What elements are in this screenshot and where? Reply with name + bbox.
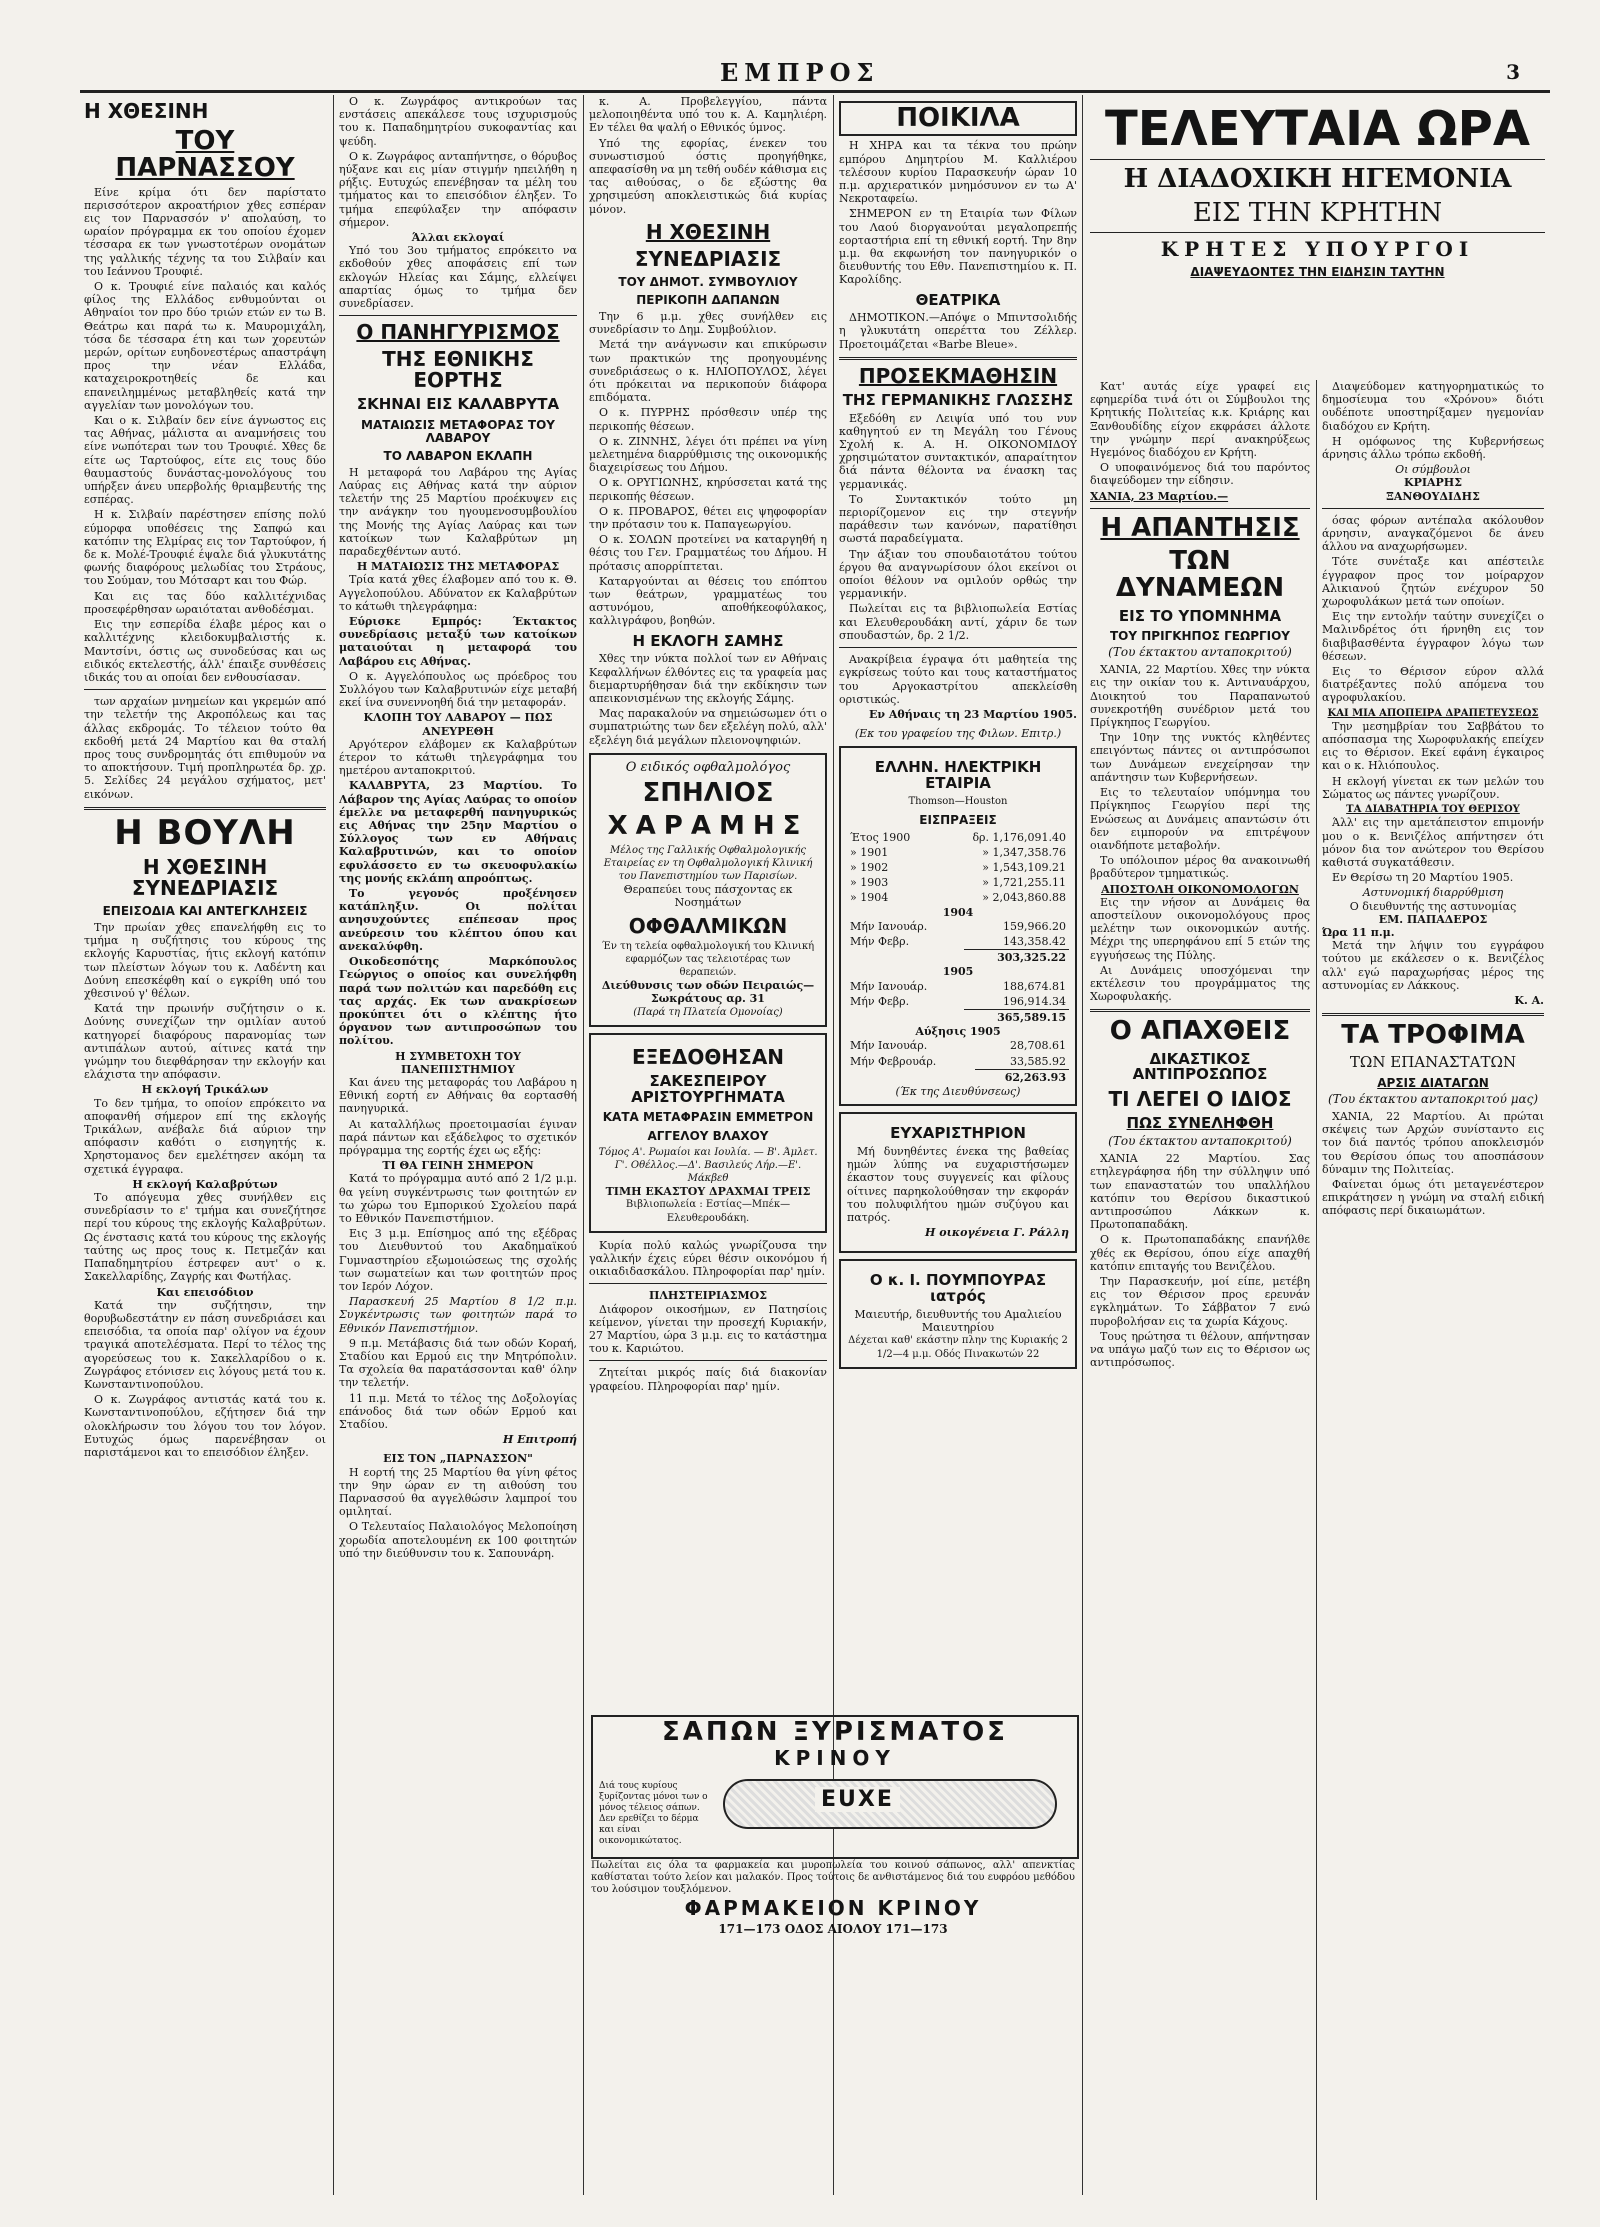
year-heading: 1904	[942, 905, 974, 919]
section-headline: ΘΕΑΤΡΙΚΑ	[915, 290, 1001, 309]
article-paragraph: Κατά την συζήτησιν, την θορυβωδεστάτην εν πάση συνεδριάσει και επεισόδια, τα οποία παρ' ολίγον να έχουν τραγικά αποτελέσματα. Περί το τέλος της αγορεύσεως του κ. Σακελλαρίδου ο κ. Ζωγράφος ετόνισεν εις λόγους μετά του κ. Κωνσταντινοπούλου.	[84, 1298, 326, 1391]
column-divider	[1082, 95, 1083, 2195]
signature: Η οικογένεια Γ. Ράλλη	[925, 1226, 1069, 1240]
ad-line: Μέλος της Γαλλικής Οφθαλμολογικής Εταιρείας εν τη Οφθαλμολογική Κλινική του Πανεπιστημίου των Παρισίων.	[603, 844, 813, 883]
article-paragraph: Ο κ. ΠΥΡΡΗΣ πρόσθεσιν υπέρ της περικοπής θέσεων.	[589, 406, 827, 433]
newspaper-title: ΕΜΠΡΟΣ	[720, 58, 880, 87]
dateline: ΧΑΝΙΑ, 23 Μαρτίου.—	[1090, 489, 1229, 503]
table-cell-amount: » 2,043,860.88	[982, 891, 1066, 905]
top-rule	[80, 90, 1550, 93]
article-paragraph: Την άξιαν του σπουδαιοτάτου τούτου έργου θα αναγνωρίσουν όλοι εκείνοι οι οποίοι θέλουν να ομιλούν ορθώς την γερμανικήν.	[839, 547, 1077, 601]
subheading: Η εκλογή Τρικάλων	[141, 1083, 269, 1097]
article-paragraph: Η ΧΗΡΑ και τα τέκνα του πρώην εμπόρου Δημητρίου Μ. Καλλιέρου τελέσουν κυρίου Παρασκευήν ώραν 10 π.μ. αρχιερατικόν μνημόσυνον εν τω Α' Νεκροταφείω.	[839, 139, 1077, 206]
ad-line: ΕΥΧΑΡΙΣΤΗΡΙΟΝ	[890, 1124, 1026, 1143]
table-row	[847, 950, 1069, 966]
table-cell-amount: 303,325.22	[964, 950, 1069, 966]
signature: ΕΜ. ΠΑΠΑΔΕΡΟΣ	[1378, 912, 1488, 926]
article-paragraph: Ο υποφαινόμενος διά του παρόντος διαψεύδομεν την είδησιν.	[1090, 461, 1310, 488]
table-cell-label	[847, 1010, 964, 1026]
table-cell-label: Έτος 1900	[850, 830, 911, 844]
source-note: (Έκ της Διευθύνσεως)	[895, 1085, 1021, 1099]
article-paragraph: Εις 3 μ.μ. Επίσημος από της εξέδρας του Διευθυντού του Ακαδημαϊκού Γυμναστηρίου εξωμοιώσεως της σχολής των σωματείων και των φοιτητών προς τον Ιερόν Λόχον.	[339, 1227, 577, 1293]
article-subheadline: ΠΕΡΙΚΟΠΗ ΔΑΠΑΝΩΝ	[636, 293, 780, 308]
advertisement-electric-company	[839, 746, 1077, 1106]
article-paragraph: Ανακρίβεια έγραψα ότι μαθητεία της εγκρίσεως τούτο και τους καταστήματος του Αργοκαστρίτου απεκλείσθη οριστικώς.	[839, 653, 1077, 706]
article-paragraph: Ο κ. Ζωγράφος αντικρούων τας ενστάσεις απεκάλεσε τους ισχυρισμούς του κ. Παπαδημητρίου συκοφαντίας και ψεύδη.	[339, 95, 577, 148]
notice-thanks	[839, 1112, 1077, 1253]
article-paragraph: όσας φόρων αντέπαλα ακόλουθον άρνησιν, αναγκαζόμενοι δε άνευ άλλου να αναχωρήσωμεν.	[1322, 513, 1544, 554]
receipts-table	[847, 1038, 1069, 1085]
article-paragraph: ΧΑΝΙΑ, 22 Μαρτίου. Αι πρώται σκέψεις των Αρχών συνίσταντο εις τον διά παντός τρόπου αποκλεισμόν του Θερίσου όπως του αποσπάσουν δύναμιν της Πολιτείας.	[1322, 1109, 1544, 1176]
article-paragraph: Την Παρασκευήν, μοί είπε, μετέβη εις τον Θέρισον προς ερευνάν εγκλημάτων. Το Σάββατον 7 ενώ πυροβολήσαν εις τα χωρία Κάχους.	[1090, 1274, 1310, 1328]
article-paragraph: Την 6 μ.μ. χθες συνήλθεν εις συνεδρίασιν το Δημ. Συμβούλιον.	[589, 310, 827, 337]
ad-line: Δέχεται καθ' εκάστην πλην της Κυριακής 2 1/2—4 μ.μ. Οδός Πινακωτών 22	[848, 1335, 1068, 1360]
ad-line: Έν τη τελεία οφθαλμολογική του Κλινική εφαρμόζων τας τελειοτέρας των θεραπειών.	[601, 940, 815, 979]
byline: (Του έκτακτου ανταποκριτού)	[1108, 1133, 1292, 1148]
table-row	[847, 875, 1069, 890]
table-row	[847, 830, 1069, 845]
article-paragraph: Την 10ην της νυκτός κληθέντες επειγόντως πάντες οι αντιπρόσωποι των Δυνάμεων ενεχείρησαν την απάντησιν των Κυβερνήσεων.	[1090, 731, 1310, 784]
subheading: ΤΑ ΔΙΑΒΑΤΗΡΙΑ ΤΟΥ ΘΕΡΙΣΟΥ	[1346, 804, 1520, 816]
article-paragraph: Εύρισκε Εμπρός: Έκτακτος συνεδρίασις μεταξύ των κατοίκων ματαιούται η μεταφορά του Λαβάρου εις Αθήνας.	[339, 615, 577, 668]
signature: Κ. Α.	[1514, 993, 1544, 1007]
column-divider	[333, 95, 334, 2195]
article-headline: Η ΧΘΕΣΙΝΗ	[645, 219, 771, 244]
masthead	[80, 58, 1540, 88]
article-paragraph: Διαψεύδομεν κατηγορηματικώς το δημοσίευμα του «Χρόνου» διότι ουδέποτε υποστηρίξαμεν ηγεμονίαν διαδόχου εν Κρήτη.	[1322, 380, 1544, 433]
subheading: ΑΠΟΣΤΟΛΗ ΟΙΚΟΝΟΜΟΛΟΓΩΝ	[1101, 882, 1299, 896]
table-row	[847, 1054, 1069, 1070]
table-cell-label: » 1901	[850, 845, 889, 859]
article-paragraph: Και εις τας δύο καλλιτέχνιδας προσεφέρθησαν ωραιόταται ανθοδέσμαι.	[84, 589, 326, 616]
subheading: ΕΙΣ ΤΟΝ „ΠΑΡΝΑΣΣΟΝ"	[383, 1452, 533, 1466]
article-paragraph: Την μεσημβρίαν του Σαββάτου το απόσπασμα της Χωροφυλακής επείχεν εις το Θέρισον. Εκεί εφάνη έγκαιρος και ο κ. Ηλιόπουλος.	[1322, 719, 1544, 773]
divider	[1090, 1009, 1310, 1012]
table-cell-label: Μήν Φεβρ.	[850, 995, 910, 1009]
ad-line: Βιβλιοπωλεία : Εστίας—Μπέκ—Ελευθερουδάκη.	[625, 1199, 791, 1224]
article-paragraph: Η εορτή της 25 Μαρτίου θα γίνη φέτος την 9ην ώραν εν τη αιθούση του Παρνασσού θα αγγελθώσιν λαμπροί του ομιληταί.	[339, 1465, 577, 1519]
divider	[84, 689, 326, 690]
table-cell-amount: » 1,347,358.76	[982, 845, 1066, 859]
table-row	[847, 845, 1069, 860]
article-headline: ΔΙΚΑΣΤΙΚΟΣ ΑΝΤΙΠΡΟΣΩΠΟΣ	[1132, 1049, 1268, 1084]
article-paragraph: 11 π.μ. Μετά το τέλος της Δοξολογίας επάνοδος διά των οδών Ερμού και Σταδίου.	[339, 1391, 577, 1431]
ad-line: ΤΙΜΗ ΕΚΑΣΤΟΥ ΔΡΑΧΜΑΙ ΤΡΕΙΣ	[605, 1185, 811, 1199]
divider	[339, 315, 577, 316]
ad-line: Ο ειδικός οφθαλμολόγος	[625, 759, 791, 775]
ad-footer: ΦΑΡΜΑΚΕΙΟΝ ΚΡΙΝΟΥ	[684, 1896, 982, 1920]
column-5-left	[1090, 380, 1310, 2200]
table-cell-amount: 159,966.20	[1003, 919, 1066, 933]
article-paragraph: Το γεγονός προξένησεν κατάπληξιν. Οι πολίται ανησυχούντες επέπεσαν προς ανεύρεσιν του κλέπτου όπου και ανεκαλύφθη.	[339, 887, 577, 953]
advertisement-shakespeare	[589, 1033, 827, 1233]
ad-line: ΑΓΓΕΛΟΥ ΒΛΑΧΟΥ	[647, 1128, 769, 1143]
article-paragraph: Ο κ. ΣΟΛΩΝ προτείνει να καταργηθή η θέσις του Γεν. Γραμματέως του Δήμου. Η πρότασις απορρίπτεται.	[589, 533, 827, 573]
table-row	[847, 994, 1069, 1010]
article-paragraph: Ο κ. Ζωγράφος ανταπήντησε, ο θόρυβος ηύξανε και εις μίαν στιγμήν ηπειλήθη η ρήξις. Ευτυχώς επενέβησαν τα μέλη του τμήματος και το επεισόδιον έληξεν. Το τμήμα επεφύλαξεν την απόφασιν σήμερον.	[339, 149, 577, 229]
article-headline: ΠΡΟΣΕΚΜΑΘΗΣΙΝ	[858, 363, 1058, 388]
ad-line: ΚΑΤΑ ΜΕΤΑΦΡΑΣΙΝ ΕΜΜΕΤΡΟΝ	[602, 1110, 814, 1125]
divider	[1322, 508, 1544, 509]
article-headline: Ο ΠΑΝΗΓΥΡΙΣΜΟΣ	[356, 320, 560, 345]
column-4	[839, 95, 1077, 1745]
subheading: ΚΑΙ ΜΙΑ ΑΠΟΠΕΙΡΑ ΔΡΑΠΕΤΕΥΣΕΩΣ	[1327, 707, 1539, 719]
article-headline: ΤΩΝ ΔΥΝΑΜΕΩΝ	[1115, 546, 1285, 604]
ad-line: (Παρά τη Πλατεία Ομονοίας)	[633, 1006, 783, 1018]
section-headline: ΤΕΛΕΥΤΑΙΑ ΩΡΑ	[1105, 101, 1530, 157]
table-cell-label: Μήν Ιανουάρ.	[850, 1039, 928, 1053]
article-paragraph: Οικοδεσπότης Μαρκόπουλος Γεώργιος ο οποίος και συνελήφθη παρά των πολιτών και παρεδόθη εις τας αρχάς. Εκ των ανακρίσεων προκύπτει ότι ο κλέπτης ήτο όργανον των αντιπροσώπων του πολίτου.	[339, 955, 577, 1048]
article-paragraph: Μας παρακαλούν να σημειώσωμεν ότι ο συμπατριώτης των δεν εξελέγη πολύ, αλλ' εξελέγη διά μεγάλων πλειονοψηφιών.	[589, 707, 827, 747]
article-paragraph: Τρία κατά χθες έλαβομεν από του κ. Θ. Αγγελοπούλου. Αδύνατον εκ Καλαβρύτων το κάτωθι τηλεγράφημα:	[339, 573, 577, 613]
article-paragraph: Εις το τελευταίον υπόμνημα του Πρίγκηπος Γεωργίου περί της Ενώσεως αι Δυνάμεις απαντώσιν ότι δεν ειμπορούν να επιτρέψουν οιανδήποτε μεταβολήν.	[1090, 786, 1310, 852]
table-row	[847, 860, 1069, 875]
column-divider	[583, 95, 584, 2195]
column-2	[339, 95, 577, 2200]
table-row	[847, 1038, 1069, 1053]
byline: (Του έκτακτου ανταποκριτού)	[1108, 645, 1292, 660]
article-paragraph: Την πρωίαν χθες επανελήφθη εις το τμήμα η συζήτησις του κύρους της εκλογής Καρυστίας, ήτις εκλογή κατόπιν των πλείστων λόγων του κ. Λαδέντη και Δούνη επεσκέφθη καί ο εγκρίθη υπό του χθεσινού γ' θέλων.	[84, 921, 326, 1001]
article-paragraph: Ο κ. ΟΡΥΓΙΩΝΗΣ, κηρύσσεται κατά της περικοπής θέσεων.	[589, 476, 827, 503]
section-headline: Η ΒΟΥΛΗ	[114, 812, 296, 853]
article-paragraph: Η κ. Σιλβαίν παρέστησεν επίσης πολύ εύμορφα υποθέσεις της Σαπφώ και κατόπιν της Ελμίρας εις τον Ταρτούφον, ή δε κ. Μολέ-Τρουφιέ έψαλε διά γλυκυτάτης φωνής διαφόρους μελωδίας του Στράους, του Σούμαν, του Μότσαρτ και του Φώρ.	[84, 508, 326, 588]
advertisement-ophthalmologist	[589, 753, 827, 1027]
article-paragraph: Εν Θερίσω τη 20 Μαρτίου 1905.	[1332, 871, 1514, 885]
ad-line: ΕΙΣΠΡΑΞΕΙΣ	[919, 813, 997, 828]
article-subheadline: ΜΑΤΑΙΩΣΙΣ ΜΕΤΑΦΟΡΑΣ ΤΟΥ ΛΑΒΑΡΟΥ	[361, 418, 555, 445]
ad-title: ΣΑΠΩΝ ΞΥΡΙΣΜΑΤΟΣ	[662, 1717, 1008, 1747]
table-cell-amount: 143,358.42	[1003, 935, 1066, 949]
article-headline: Η ΧΘΕΣΙΝΗ	[84, 99, 209, 123]
article-paragraph: Και άνευ της μεταφοράς του Λαβάρου η Εθνική εορτή εν Αθήναις θα εορτασθή πανηγυρικά.	[339, 1075, 577, 1116]
ad-line: Θεραπεύει τους πάσχοντας εκ Νοσημάτων	[623, 883, 793, 910]
receipts-table	[847, 830, 1069, 906]
article-paragraph: Αι καταλλήλως προετοιμασίαι έγιναν παρά πάντων και εξάδελφος το σχετικόν πρόγραμμα της εορτής έχει ως εξής:	[339, 1117, 577, 1157]
article-paragraph: Τους ηρώτησα τι θέλουν, απήντησαν να υπάγω μαζύ των εις το Θέρισον ως αντιπρόσωπος.	[1090, 1329, 1310, 1370]
ad-footer: 171—173 ΟΔΟΣ ΑΙΟΛΟΥ 171—173	[718, 1922, 948, 1936]
page-number: 3	[1506, 60, 1520, 84]
column-1	[84, 95, 326, 2200]
article-paragraph: Φαίνεται όμως ότι μεταγενέστερον επικράτησεν η γνώμη να σταλή ειδική απόφασις περί δικαιωμάτων.	[1322, 1178, 1544, 1218]
article-paragraph: Υπό της εφορίας, ένεκεν του συνωστισμού όστις προηγήθηκε, απεφασίσθη να μη τεθή ουδέν κάθισμα εις τας αιθούσας, ο δε εξώστης θα χρησιμεύση αποκλειστικώς διά κυρίας μόνον.	[589, 136, 827, 216]
article-paragraph: Τότε συνέταξε και απέστειλε έγγραφον προς τον μοίραρχον Αλικιανού ζητών ενέχυρον 50 χωροφυλάκων μετά των οποίων.	[1322, 555, 1544, 609]
article-subheadline: ΔΙΑΨΕΥΔΟΝΤΕΣ ΤΗΝ ΕΙΔΗΣΙΝ ΤΑΥΤΗΝ	[1190, 264, 1445, 279]
article-headline: Η ΑΠΑΝΤΗΣΙΣ	[1100, 512, 1300, 543]
article-paragraph: Το υπόλοιπον μέρος θα ανακοινωθή βραδύτερον τμηματικώς.	[1090, 854, 1310, 881]
article-headline: Η ΕΚΛΟΓΗ ΣΑΜΗΣ	[632, 631, 784, 650]
article-paragraph: ΚΑΛΑΒΡΥΤΑ, 23 Μαρτίου. Το Λάβαρον της Αγίας Λαύρας το οποίον έμελλε να μεταφερθή πανηγυρικώς εις Αθήνας την 25ην Μαρτίου ο Σύλλογος των εν Αθήναις Καλαβρυτινών, και το οποίον εφυλάσσετο εν τω σκευοφυλακίω της μονής εκλάπη απροόπτως.	[339, 779, 577, 885]
article-paragraph: Κατά την πρωινήν συζήτησιν ο κ. Δούνης συνεχίζων την ομιλίαν αυτού κατηγορεί διαφόρους παρανομίας των αντιπάλων αυτού, αίτινες κατά την γνώμην του διεφθάρησαν την εκλογήν και ελάχιστα την απόφασιν.	[84, 1002, 326, 1082]
article-paragraph: Ο κ. ΖΙΝΝΗΣ, λέγει ότι πρέπει να γίνη μελετημένα διαρρύθμισις της οικονομικής διαχειρίσεως του Δήμου.	[589, 434, 827, 475]
receipts-table	[847, 919, 1069, 966]
article-subheadline: ΑΡΣΙΣ ΔΙΑΤΑΓΩΝ	[1377, 1076, 1489, 1091]
article-paragraph: Ο κ. Πρωτοπαπαδάκης επανήλθε χθές εκ Θερίσου, όπου είχε απαχθή κατόπιν επιταγής του Βενιζέλου.	[1090, 1233, 1310, 1273]
signature: ΞΑΝΘΟΥΔΙΔΗΣ	[1386, 489, 1480, 503]
column-3	[589, 95, 827, 1745]
year-heading: 1905	[942, 965, 974, 979]
article-headline: ΤΩΝ ΕΠΑΝΑΣΤΑΤΩΝ	[1349, 1053, 1517, 1072]
article-paragraph: Πωλείται εις τα βιβλιοπωλεία Εστίας και Ελευθερουδάκη αντί, χάριν δε των σπουδαστών, δρ. 2 1/2.	[839, 602, 1077, 642]
byline: (Του έκτακτου ανταποκριτού μας)	[1327, 1091, 1539, 1106]
time-line: Ώρα 11 π.μ.	[1322, 925, 1395, 939]
table-cell-amount: 33,585.92	[1010, 1054, 1066, 1068]
table-cell-label: » 1904	[850, 891, 889, 905]
table-cell-label	[847, 1069, 975, 1085]
article-subheadline: ΤΟ ΛΑΒΑΡΟΝ ΕΚΛΑΠΗ	[383, 449, 533, 464]
table-cell-amount: 188,674.81	[1003, 979, 1066, 993]
article-paragraph: Κυρία πολύ καλώς γνωρίζουσα την γαλλικήν έχεις εύρει θέσιν οικονόμου ή οικιαδιδασκάλου. Πληροφορίαι παρ' ημίν.	[589, 1238, 827, 1279]
article-paragraph: Υπό του 3ου τμήματος επρόκειτο να εκδοθούν χθες αποφάσεις επί των εκλογών Ηλείας και Σάμης, ελλείψει απαρτίας όμως το τμήμα δεν συνεδρίασεν.	[339, 244, 577, 311]
ad-text: Πωλείται εις όλα τα φαρμακεία και μυροπωλεία του κοινού σάπωνος, αλλ' απενκτίας καθίσταται τούτο λείον και μαλακόν. Προς τούτοις δε ανθιστάμενος διά του ευφρόου μεθόδου του λούσιμον τουξλόμενον.	[591, 1860, 1075, 1895]
article-paragraph: Η μεταφορά του Λαβάρου της Αγίας Λαύρας εις Αθήνας κατά την αύριον τελετήν της 25 Μαρτίου προέκυψεν εις την ανάγκην του ηγουμενοσυμβουλίου της Μονής της Αγίας Λαύρας και των κατοίκων των Καλαβρύτων μη παραδεχθέντων αυτό.	[339, 465, 577, 558]
article-paragraph: ΔΗΜΟΤΙΚΟΝ.—Απόψε ο Μπιντσολιδής η γλυκυτάτη οπερέττα του Ζέλλερ. Προετοιμάζεται «Barbe Bleue».	[839, 311, 1077, 351]
table-cell-amount: » 1,543,109.21	[982, 861, 1066, 875]
article-paragraph: Ο κ. Ζωγράφος αντιστάς κατά του κ. Κωνσταντινοπούλου, εζήτησεν διά την ολοκλήρωσιν του λόγου του τον λόγον. Ευτυχώς όμως παρενέβησαν οι παριστάμενοι και το επεισόδιον έληξεν.	[84, 1393, 326, 1459]
table-cell-amount: 62,263.93	[975, 1069, 1069, 1085]
article-headline: ΣΚΗΝΑΙ ΕΙΣ ΚΑΛΑΒΡΥΤΑ	[356, 395, 560, 414]
table-cell-amount: 28,708.61	[1010, 1039, 1066, 1053]
subheading: Και επεισόδιον	[156, 1285, 254, 1299]
article-paragraph: ΧΑΝΙΑ, 22 Μαρτίου. Χθες την νύκτα εις την οικίαν του κ. Αντιναυάρχου, Διοικητού του Παραπανωτού συνεκροτήθη συνέδριον μετά του Πρίγκηπος Γεωργίου.	[1090, 663, 1310, 730]
article-paragraph: Είνε κρίμα ότι δεν παρίστατο περισσότερον ακροατήριον χθες εσπέραν εις τον Παρνασσόν ν' απολαύση, το ωραίον πρόγραμμα εκ του οποίου έχομεν τέσσαρα εκ των γνωστοτέρων ονομάτων της γαλλικής τέχνης τα του Σιλβαίν και του Ιεάννου Τρουφιέ.	[84, 185, 326, 278]
table-cell-label: » 1902	[850, 861, 889, 875]
article-paragraph: Μετά την ανάγνωσιν και επικύρωσιν των πρακτικών της προηγουμένης συνεδριάσεως ο κ. ΗΛΙΟΠΟΥΛΟΣ, λέγει ότι πρόκειται να περικοπούν διάφορα επιδόματα.	[589, 338, 827, 405]
article-headline: ΕΙΣ ΤΗΝ ΚΡΗΤΗΝ	[1192, 197, 1443, 228]
table-cell-label: Μήν Φεβρ.	[850, 935, 910, 949]
article-paragraph: Εις την εσπερίδα έλαβε μέρος και ο καλλιτέχνης κλειδοκυμβαλιστής κ. Μαντσίνι, όστις ως συνοδεύσας και ως ειδικός εκτελεστής, άλλ' έπαιξε συνθέσεις ιδικάς του αι οποίαι δεν ενθουσίασαν.	[84, 618, 326, 684]
article-headline: ΚΡΗΤΕΣ ΥΠΟΥΡΓΟΙ	[1160, 236, 1475, 261]
article-paragraph: Καταργούνται αι θέσεις του επόπτου των θεάτρων, γραμματέως του αστυνόμου, αποθήκεοφύλακος, καλλιγράφου, βοηθών.	[589, 574, 827, 628]
article-paragraph: Το δεν τμήμα, το οποίον επρόκειτο να αποφανθή σήμερον επί της εκλογής Τρικάλων, ανέβαλε διά αύριον την απόφασιν καθότι ο εισηγητής κ. Χρηστομανος δεν εμελέτησεν ακόμη τα σχετικά έγγραφα.	[84, 1096, 326, 1176]
article-paragraph: Κατά το πρόγραμμα αυτό από 2 1/2 μ.μ. θα γείνη συγκέντρωσις των φοιτητών εν τω χώρω του Εμπορικού Σχολείου παρά το Εθνικόν Πανεπιστήμιον.	[339, 1172, 577, 1225]
table-cell-label: Μήν Ιανουάρ.	[850, 979, 928, 993]
article-paragraph: Μή δυνηθέντες ένεκα της βαθείας ημών λύπης να ευχαριστήσωμεν έκαστον τους συγγενείς και φίλους οίτινες παρηκολούθησαν την εκφοράν του πολυφιλήτου ημών συζύγου και πατρός.	[847, 1145, 1069, 1225]
divider	[84, 807, 326, 810]
divider	[839, 357, 1077, 360]
article-subheadline: ΤΟΥ ΔΗΜΟΤ. ΣΥΜΒΟΥΛΙΟΥ	[618, 274, 798, 289]
table-row	[847, 1069, 1069, 1085]
article-headline: ΠΩΣ ΣΥΝΕΛΗΦΘΗ	[1126, 1114, 1274, 1133]
article-paragraph: Εις το Θέρισον εύρον αλλά διατρέξαντες πολύ απόμενα του αγροφυλακίου.	[1322, 665, 1544, 705]
ad-line: Μαιευτήρ, διευθυντής του Αμαλιείου Μαιευτηρίου	[854, 1307, 1062, 1335]
article-paragraph: Εις την εντολήν ταύτην συνεχίζει ο Μαλινδρέτος ότι ήρνηθη εις τον διαβιβασθέντα έγγραφον λόγω των θέσεων.	[1322, 610, 1544, 663]
article-headline: ΣΥΝΕΔΡΙΑΣΙΣ	[634, 246, 782, 271]
column-5-right	[1322, 380, 1544, 2200]
section-headline: ΠΟΙΚΙΛΑ	[839, 101, 1077, 136]
article-paragraph: Ο κ. Τρουφιέ είνε παλαιός και καλός φίλος της Ελλάδος ενθυμούνται οι Αθηναίοι τον προ δύο τριών ετών εν τω Β. Θεάτρω και παρά τω κ. Μαυρομιχάλη, τόσα δε τέσσαρα έτη και των χορευτών μερών, ορίτων ευηδονεστέρως απαστράψη προς την νέαν Ελλάδα, καταχειροκροτηθείς δε και επανειλημμένως μεταβληθείς κατά την αγγελίαν των μονολόγων του.	[84, 280, 326, 412]
ad-text: Διά τους κυρίους ξυρίζοντας μόνοι των ο μόνος τέλειος σάπων. Δεν ερεθίζει το δέρμα και είναι οικονομικώτατος.	[599, 1781, 708, 1846]
signature: Η Επιτροπή	[502, 1433, 577, 1447]
article-paragraph: κ. Α. Προβελεγγίου, πάντα μελοποιηθέντα υπό του κ. Α. Καμηλιέρη. Εν τέλει θα ψαλή ο Εθνικός ύμνος.	[589, 95, 827, 135]
article-paragraph: Κατ' αυτάς είχε γραφεί εις εφημερίδα τινά ότι οι Σύμβουλοι της Κρητικής Πολιτείας κ.κ. Κριάρης και Ξανθουδίδης είχον εκφράσει άλλοτε την γνώμην περί ανακηρύξεως Ηγεμόνος διαδόχου εν Κρήτη.	[1090, 380, 1310, 460]
divider	[1322, 1013, 1544, 1016]
article-paragraph: Ζητείται μικρός παίς διά διακονίαν γραφείου. Πληροφορίαι παρ' ημίν.	[589, 1366, 827, 1393]
article-headline: Ο ΑΠΑΧΘΕΙΣ	[1109, 1016, 1291, 1047]
divider	[589, 1360, 827, 1361]
article-paragraph: Ο Τελευταίος Παλαιολόγος Μελοποίηση χορωδία αποτελουμένη εκ 100 φοιτητών υπό την διεύθυνσιν του κ. Σαπουνάρη.	[339, 1520, 577, 1560]
source-note: (Εκ του γραφείου της Φιλων. Επιτρ.)	[854, 727, 1062, 741]
divider	[1090, 159, 1545, 160]
ad-line: Τόμος Α'. Ρωμαίοι και Ιουλία. — Β'. Άμλετ. Γ'. Οθέλλος.—Δ'. Βασιλεύς Λήρ.—Ε'. Μάκβεθ	[598, 1146, 818, 1184]
article-paragraph: Παρασκευή 25 Μαρτίου 8 1/2 π.μ. Συγκέντρωσις των φοιτητών παρά το Εθνικόν Πανεπιστήμιον.	[339, 1295, 577, 1335]
article-paragraph: Ο κ. Αγγελόπουλος ως πρόεδρος του Συλλόγου των Καλαβρυτινών είχε μεταβή εκεί ίνα συνεννοηθή διά την μεταφοράν.	[339, 669, 577, 710]
signature: ΚΡΙΑΡΗΣ	[1404, 476, 1462, 490]
article-paragraph: Διάφορον οικοσήμων, εν Πατησίοις κείμενον, γίνεται την προσεχή Κυριακήν, 27 Μαρτίου, ώρα 3 μ.μ. εις το κατάστημα του κ. Καριώτου.	[589, 1302, 827, 1356]
column-divider	[1316, 380, 1317, 2200]
divider	[1090, 508, 1310, 509]
article-paragraph: 9 π.μ. Μετάβασις διά των οδών Κοραή, Σταδίου και Ερμού εις την Μητρόπολιν. Τα σχολεία θα παρατάσσονται καθ' όλην την τελετήν.	[339, 1336, 577, 1390]
table-cell-amount: » 1,721,255.11	[982, 876, 1066, 890]
article-headline: ΕΙΣ ΤΟ ΥΠΟΜΝΗΜΑ	[1118, 606, 1282, 625]
ad-line: ΧΑΡΑΜΗΣ	[607, 811, 809, 842]
subheading: Η ΜΑΤΑΙΩΣΙΣ ΤΗΣ ΜΕΤΑΦΟΡΑΣ	[356, 560, 560, 574]
subheading: Η ΣΥΜΒΕΤΟΧΗ ΤΟΥ ΠΑΝΕΠΙΣΤΗΜΙΟΥ	[395, 1049, 521, 1076]
subheading: ΠΛΗΣΤΕΙΡΙΑΣΜΟΣ	[648, 1289, 768, 1303]
table-row	[847, 890, 1069, 905]
article-paragraph: Εις την νήσον αι Δυνάμεις θα αποστείλουν οικονομολόγους προς μελέτην των οικονομικών αυτής. Μέχρι της υπερηφάνου επί 5 ετών της εγγυήσεως της Πύλης.	[1090, 895, 1310, 962]
caption: Αστυνομική διαρρύθμιση	[1362, 886, 1504, 900]
article-headline: Η ΧΘΕΣΙΝΗ ΣΥΝΕΔΡΙΑΣΙΣ	[131, 855, 279, 901]
table-cell-amount: δρ. 1,176,091.40	[972, 830, 1066, 844]
ad-brand: ΚΡΙΝΟΥ	[774, 1746, 896, 1771]
receipts-table	[847, 979, 1069, 1026]
ad-line: ΣΠΗΛΙΟΣ	[642, 778, 774, 809]
ad-line: ΟΦΘΑΛΜΙΚΩΝ	[628, 913, 788, 938]
ad-line: Διεύθυνσις των οδών Πειραιώς—Σωκράτους αρ. 31	[601, 979, 815, 1006]
signature: Οι σύμβουλοι	[1395, 463, 1471, 477]
table-row	[847, 934, 1069, 950]
ad-line: Thomson—Houston	[908, 795, 1008, 807]
ad-line: ΕΛΛΗΝ. ΗΛΕΚΤΡΙΚΗ ΕΤΑΙΡΙΑ	[874, 758, 1042, 793]
last-hour-header	[1090, 100, 1545, 282]
article-paragraph: Χθες την νύκτα πολλοί των εν Αθήναις Κεφαλλήνων έλθόντες εις τα γραφεία μας διεμαρτυρήθησαν διά την εκδίκησιν των απεικονισμένων της εκλογής Σάμης.	[589, 652, 827, 706]
subheading: Άλλαι εκλογαί	[411, 231, 505, 245]
article-headline: ΤΙ ΛΕΓΕΙ Ο ΙΔΙΟΣ	[1108, 1087, 1292, 1112]
subheading: ΤΙ ΘΑ ΓΕΙΝΗ ΣΗΜΕΡΟΝ	[382, 1159, 534, 1173]
article-paragraph: ΣΗΜΕΡΟΝ εν τη Εταιρία των Φίλων του Λαού διοργανούται μεγαλοπρεπής εορταστήρια επί τη εθνική εορτή. Την 8ην μ.μ. θα εκφωνήση τον πανηγυρικόν ο διευθυντής του Εθν. Πανεπιστημίου κ. Π. Καρολίδης.	[839, 207, 1077, 287]
article-paragraph: Η ομόφωνος της Κυβερνήσεως άρνησις άλλω τρόπω εκδοθή.	[1322, 434, 1544, 462]
soap-tube-icon	[723, 1779, 1057, 1829]
table-row	[847, 919, 1069, 934]
divider	[839, 647, 1077, 648]
article-headline: ΤΑ ΤΡΟΦΙΜΑ	[1341, 1020, 1525, 1051]
table-cell-label: Μήν Φεβρουάρ.	[850, 1054, 937, 1068]
advertisement-doctor	[839, 1259, 1077, 1368]
article-paragraph: Μετά την λήψιν του εγγράφου τούτου με εκάλεσεν ο κ. Βενιζέλος αλλ' εγώ παραχωρήσας μέρος της αστυνομίας εν Λάκκους.	[1322, 939, 1544, 992]
table-cell-label: » 1903	[850, 876, 889, 890]
subheading: ΚΛΟΠΗ ΤΟΥ ΛΑΒΑΡΟΥ — ΠΩΣ ΑΝΕΥΡΕΘΗ	[363, 711, 553, 738]
subheading: Η εκλογή Καλαβρύτων	[132, 1177, 278, 1191]
increase-heading: Αύξησις 1905	[915, 1025, 1001, 1039]
ad-line: ΣΑΚΕΣΠΕΙΡΟΥ ΑΡΙΣΤΟΥΡΓΗΜΑΤΑ	[631, 1071, 785, 1106]
article-paragraph: των αρχαίων μνημείων και γκρεμών από την τελετήν της Ακροπόλεως και τας άλλας εκδρομάς. Το τέλειον τούτο θα εκδοθή μετά 24 Μαρτίου και θα σταλή προς τους συνδρομητάς ότι επιθυμούν να το αποκτήσουν. Τιμή προπληρωτέα δρ. χρ. 5. Σελίδες 24 μεγάλου σχήματος, μετ' εικόνων.	[84, 695, 326, 801]
article-paragraph: Ο κ. ΠΡΟΒΑΡΟΣ, θέτει εις ψηφοφορίαν την πρότασιν του κ. Παπαγεωργίου.	[589, 504, 827, 532]
advertisement-soap	[591, 1715, 1079, 1859]
caption: Ο διευθυντής της αστυνομίας	[1349, 899, 1517, 913]
article-paragraph: Άλλ' εις την αμετάπειστον επιμονήν μου ο κ. Βενιζέλος απήντησεν ότι μόνον δια τον ανώτερον του Θερίσου καθιστά συγκατάθεσιν.	[1322, 816, 1544, 869]
table-row	[847, 1010, 1069, 1026]
article-headline: ΤΗΣ ΕΘΝΙΚΗΣ ΕΟΡΤΗΣ	[382, 347, 534, 393]
tube-label: EUXE	[815, 1787, 900, 1812]
table-cell-amount: 196,914.34	[1003, 994, 1066, 1008]
article-paragraph: Και ο κ. Σιλβαίν δεν είνε άγνωστος εις τας Αθήνας, μάλιστα αι αναμνήσεις του είνε νωπότεραι των του Τρουφιέ. Χθες δε είτε ως Ταρτούφος, είτε εις τους δύο θαυμαστούς δυνάστας-μονολόγους του υπήρξεν άνευ υπερβολής θριαμβευτής της εσπέρας.	[84, 414, 326, 507]
article-headline: ΤΗΣ ΓΕΡΜΑΝΙΚΗΣ ΓΛΩΣΣΗΣ	[842, 390, 1074, 409]
article-headline: Η ΔΙΑΔΟΧΙΚΗ ΗΓΕΜΟΝΙΑ	[1123, 164, 1512, 195]
table-cell-amount: 365,589.15	[964, 1010, 1069, 1026]
ad-line: ΕΞΕΔΟΘΗΣΑΝ	[631, 1044, 785, 1069]
table-cell-label	[847, 950, 964, 966]
divider	[1090, 232, 1545, 233]
dateline: Εν Αθήναις τη 23 Μαρτίου 1905.	[869, 707, 1077, 721]
article-paragraph: Το απόγευμα χθες συνήλθεν εις συνεδρίασιν το ε' τμήμα και συνεζήτησε περί του κύρους της εκλογής Καλαβρύτων. Ως ένστασις κατά του κύρους της εκλογής ταύτης ως προς τους κ. Πετμεζάν και Παπαδημητρίου έστρεφεν αυτ' ο κ. Σακελλαρίδης, Ζαγρής και Φωτήλας.	[84, 1191, 326, 1284]
article-paragraph: Η εκλογή γίνεται εκ των μελών του Σώματος ως πάντες γνωρίζουν.	[1322, 774, 1544, 801]
ad-line: Ο κ. Ι. ΠΟΥΜΠΟΥΡΑΣ ιατρός	[869, 1271, 1047, 1306]
table-row	[847, 979, 1069, 994]
article-headline: ΤΟΥ ΠΑΡΝΑΣΣΟΥ	[115, 126, 295, 184]
article-subheadline: ΤΟΥ ΠΡΙΓΚΗΠΟΣ ΓΕΩΡΓΙΟΥ	[1109, 629, 1290, 644]
article-paragraph: Το Συντακτικόν τούτο μη περιορίζομενον εις την στεγνήν παράθεσιν των κανόνων, παρατίθησι σωστά παραδείγματα.	[839, 492, 1077, 546]
article-paragraph: ΧΑΝΙΑ 22 Μαρτίου. Σας ετηλεγράφησα ήδη την σύλληψιν υπό των επαναστατών του υπαλλήλου κατόπιν του Θερίσου δικαστικού αντιπροσώπου Λάκκων κ. Πρωτοπαπαδάκη.	[1090, 1152, 1310, 1232]
article-paragraph: Αι Δυνάμεις υποσχόμεναι την εκτέλεσιν του προγράμματος της Χωροφυλακής.	[1090, 963, 1310, 1004]
article-subheadline: ΕΠΕΙΣΟΔΙΑ ΚΑΙ ΑΝΤΕΓΚΛΗΣΕΙΣ	[102, 904, 308, 919]
divider	[589, 1283, 827, 1284]
article-paragraph: Εξεδόθη εν Λειψία υπό του νυν καθηγητού εν τη Μεγάλη του Γένους Σχολή κ. Α. Η. ΟΙΚΟΝΟΜΙΔΟΥ χρησιμώτατον συντακτικόν, απαραίτητον διά πάντα θέλοντα να ένασκη τας γερμανικάς.	[839, 411, 1077, 491]
table-cell-label: Μήν Ιανουάρ.	[850, 919, 928, 933]
article-paragraph: Αργότερον ελάβομεν εκ Καλαβρύτων έτερον το κάτωθι τηλεγράφημα του ημετέρου ανταποκριτού.	[339, 737, 577, 778]
